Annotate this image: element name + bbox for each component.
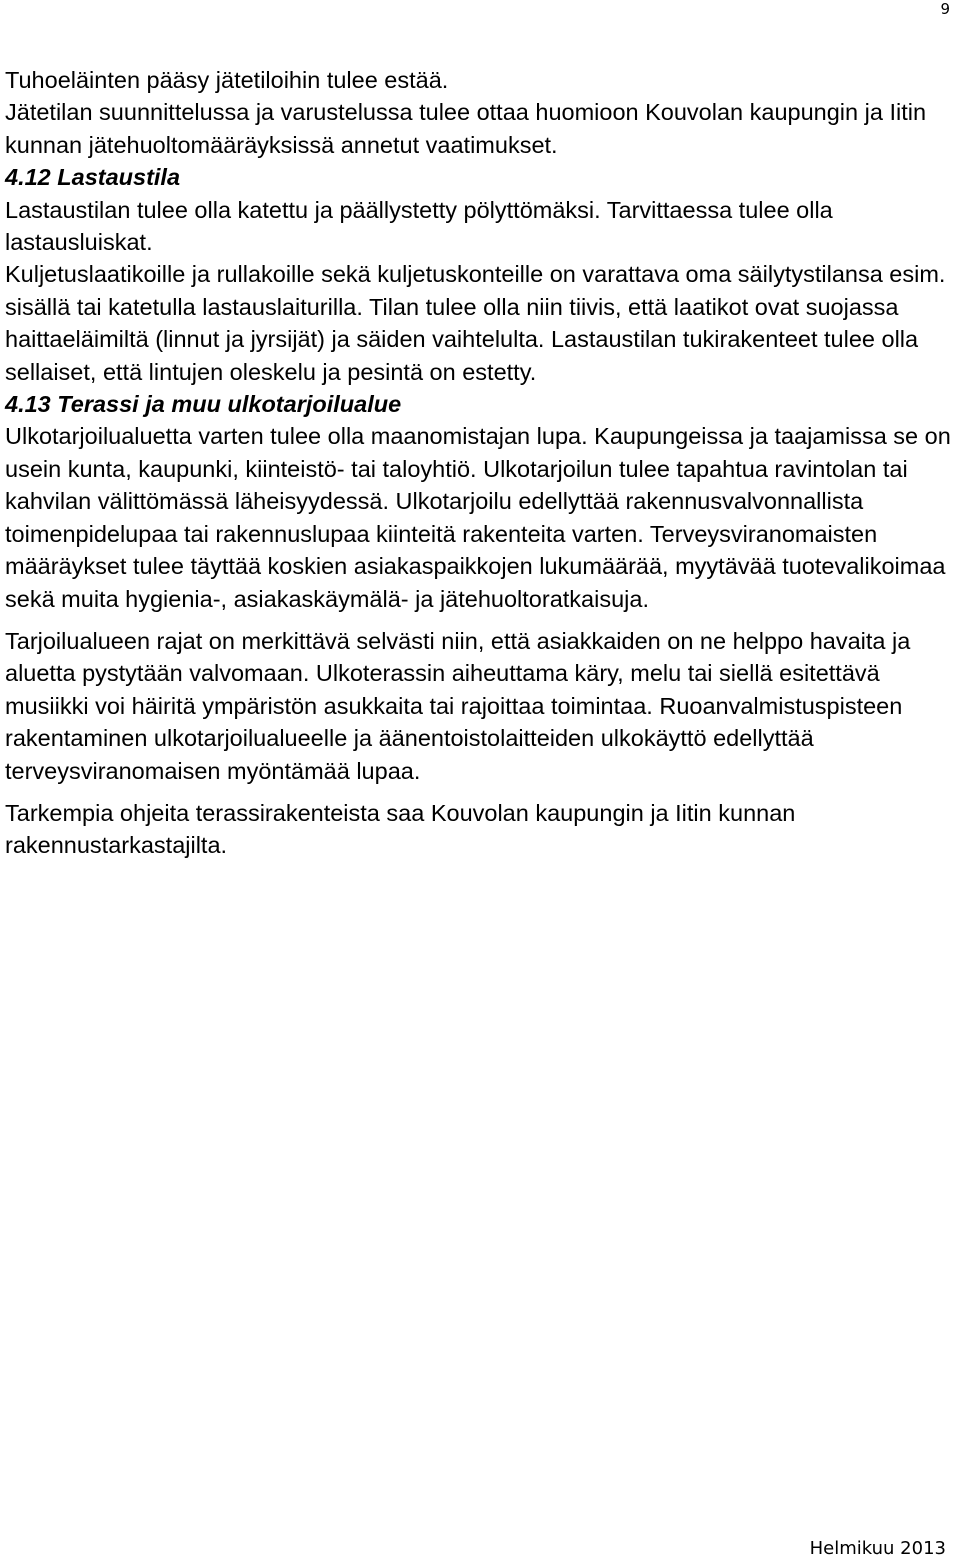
section-4-12 <box>5 161 955 258</box>
section-4-13-text-2: Tarjoilualueen rajat on merkittävä selvästi niin, että asiakkaiden on ne helppo havaita ja aluetta pystytään valvomaan. Ulkoterassin aiheuttama käry, melu tai siellä esitettävä musiikki voi häiritä ympäristön asukkaita tai rajoittaa toimintaa. Ruoanvalmistuspisteen rakentaminen ulkotarjoilualueelle ja äänentoistolaitteiden ulkokäyttö edellyttää terveysviranomaisen myöntämää lupaa. <box>5 627 911 784</box>
section-4-13 <box>5 388 955 615</box>
section-4-13-text-3: Tarkempia ohjeita terassirakenteista saa Kouvolan kaupungin ja Iitin kunnan rakennustarkastajilta. <box>5 799 796 859</box>
section-4-12-text-1: Lastaustilan tulee olla katettu ja päällystetty pölyttömäksi. Tarvittaessa tulee olla lastausluiskat. <box>5 196 833 256</box>
document-body <box>5 64 955 862</box>
section-4-12-text-2: Kuljetuslaatikoille ja rullakoille sekä kuljetuskonteille on varattava oma säilytystilansa esim. sisällä tai katetulla lastauslaiturilla. Tilan tulee olla niin tiivis, että laatikot ovat suojassa haittaeläimiltä (linnut ja jyrsijät) ja säiden vaihtelulta. Lastaustilan tukirakenteet tulee olla sellaiset, että lintujen oleskelu ja pesintä on estetty. <box>5 261 946 385</box>
intro-paragraph: Tuhoeläinten pääsy jätetiloihin tulee estää. <box>5 67 449 93</box>
intro-paragraph-2: Jätetilan suunnittelussa ja varustelussa tulee ottaa huomioon Kouvolan kaupungin ja Iitin kunnan jätehuoltomääräyksissä annetut vaatimukset. <box>5 99 927 158</box>
page-number: 9 <box>940 0 950 18</box>
section-4-13-text-1: Ulkotarjoilualuetta varten tulee olla maanomistajan lupa. Kaupungeissa ja taajamissa se on usein kunta, kaupunki, kiinteistö- tai taloyhtiö. Ulkotarjoilun tulee tapahtua ravintolan tai kahvilan välittömässä läheisyydessä. Ulkotarjoilu edellyttää rakennusvalvonnallista toimenpidelupaa tai rakennuslupaa kiinteitä rakenteita varten. Terveysviranomaisten määräykset tulee täyttää koskien asiakaspaikkojen lukumäärää, myytävää tuotevalikoimaa sekä muita hygienia-, asiakaskäymälä- ja jätehuoltoratkaisuja. <box>5 423 951 612</box>
section-heading-4-13: 4.13 Terassi ja muu ulkotarjoilualue <box>5 391 402 418</box>
footer-date: Helmikuu 2013 <box>809 1538 946 1559</box>
section-heading-4-12: 4.12 Lastaustila <box>5 164 181 191</box>
